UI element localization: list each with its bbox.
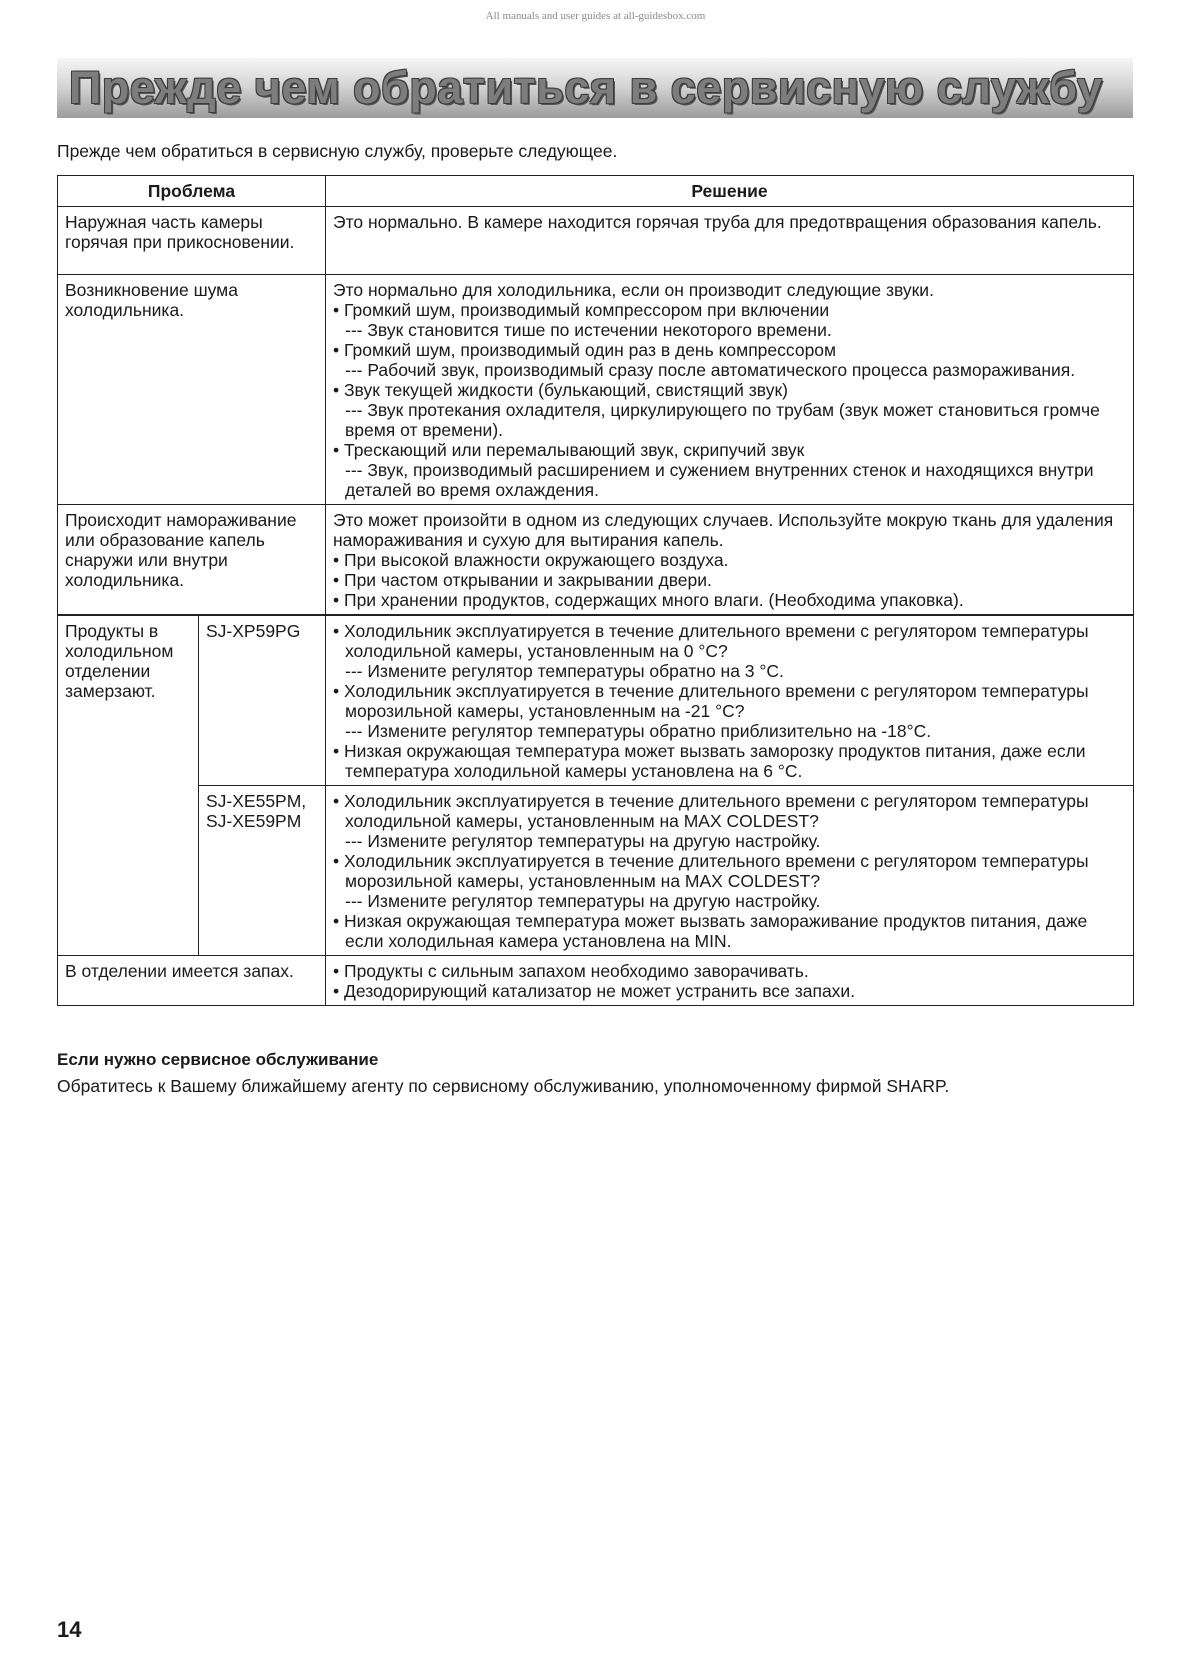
solution-bullet: • Трескающий или перемалывающий звук, скрипучий звук: [333, 440, 805, 460]
watermark: All manuals and user guides at all-guidesbox.com: [485, 10, 706, 22]
problem-cell: Возникновение шума холодильника.: [58, 275, 326, 505]
solution-bullet: • Холодильник эксплуатируется в течение длительного времени с регулятором температуры морозильной камеры, установленным на -21 °C?: [333, 681, 1089, 721]
solution-bullet: • Низкая окружающая температура может вызвать заморозку продуктов питания, даже если температура холодильной камеры установлена на 6 °C.: [333, 741, 1086, 781]
solution-bullet: • Дезодорирующий катализатор не может устранить все запахи.: [333, 981, 856, 1001]
solution-cell: [326, 615, 1134, 786]
solution-lead: Это нормально. В камере находится горячая труба для предотвращения образования капель.: [333, 212, 1102, 232]
table-row: [58, 275, 1134, 505]
service-text: Обратитесь к Вашему ближайшему агенту по сервисному обслуживанию, уполномоченному фирмой SHARP.: [57, 1076, 950, 1096]
solution-note: --- Рабочий звук, производимый сразу после автоматического процесса размораживания.: [345, 360, 1076, 380]
solution-bullet: • Холодильник эксплуатируется в течение длительного времени с регулятором температуры холодильной камеры, установленным на 0 °C?: [333, 621, 1089, 661]
solution-note: --- Звук, производимый расширением и сужением внутренних стенок и находящихся внутри деталей во время охлаждения.: [345, 460, 1094, 500]
solution-note: --- Измените регулятор температуры обратно приблизительно на -18°C.: [345, 721, 932, 741]
intro-text: Прежде чем обратиться в сервисную службу, проверьте следующее.: [57, 141, 618, 161]
solution-bullet: • Громкий шум, производимый один раз в день компрессором: [333, 340, 837, 360]
solution-bullet: • При высокой влажности окружающего воздуха.: [333, 550, 729, 570]
table-row: [58, 786, 1134, 956]
problem-cell: В отделении имеется запах.: [58, 956, 326, 1006]
solution-bullet: • При частом открывании и закрывании двери.: [333, 570, 712, 590]
table-row: [58, 615, 1134, 786]
solution-note: --- Измените регулятор температуры на другую настройку.: [345, 831, 821, 851]
service-heading: Если нужно сервисное обслуживание: [57, 1050, 379, 1069]
table-header-row: [58, 176, 1134, 207]
troubleshooting-table: [57, 175, 1134, 1006]
solution-bullet: • При хранении продуктов, содержащих много влаги. (Необходима упаковка).: [333, 590, 964, 610]
problem-cell: Продукты в холодильном отделении замерзают.: [58, 615, 199, 956]
solution-bullet: • Холодильник эксплуатируется в течение длительного времени с регулятором температуры холодильной камеры, установленным на MAX COLDEST?: [333, 791, 1089, 831]
model-cell: SJ-XP59PG: [199, 615, 326, 786]
solution-bullet: • Звук текущей жидкости (булькающий, свистящий звук): [333, 380, 788, 400]
table-row: [58, 207, 1134, 275]
solution-cell: [326, 505, 1134, 616]
solution-bullet: • Громкий шум, производимый компрессором при включении: [333, 300, 830, 320]
model-cell: SJ-XE55PM, SJ-XE59PM: [199, 786, 326, 956]
page-number: 14: [57, 1617, 82, 1642]
header-solution: Решение: [326, 176, 1134, 207]
table-row: [58, 505, 1134, 616]
solution-cell: [326, 956, 1134, 1006]
solution-bullet: • Холодильник эксплуатируется в течение длительного времени с регулятором температуры морозильной камеры, установленным на MAX COLDEST?: [333, 851, 1089, 891]
problem-cell: Происходит намораживание или образование капель снаружи или внутри холодильника.: [58, 505, 326, 616]
solution-cell: [326, 786, 1134, 956]
title-banner: [57, 58, 1133, 118]
header-problem: Проблема: [58, 176, 326, 207]
solution-lead: Это нормально для холодильника, если он производит следующие звуки.: [333, 280, 934, 300]
table-row: [58, 956, 1134, 1006]
page-title: Прежде чем обратиться в сервисную службу: [69, 62, 1103, 113]
solution-bullet: • Продукты с сильным запахом необходимо заворачивать.: [333, 961, 809, 981]
solution-note: --- Звук становится тише по истечении некоторого времени.: [345, 320, 832, 340]
solution-note: --- Измените регулятор температуры обратно на 3 °C.: [345, 661, 784, 681]
solution-note: --- Измените регулятор температуры на другую настройку.: [345, 891, 821, 911]
problem-cell: Наружная часть камеры горячая при прикосновении.: [58, 207, 326, 275]
solution-lead: Это может произойти в одном из следующих случаев. Используйте мокрую ткань для удаления намораживания и сухую для вытирания капель.: [333, 510, 1114, 550]
solution-cell: [326, 275, 1134, 505]
solution-cell: [326, 207, 1134, 275]
solution-note: --- Звук протекания охладителя, циркулирующего по трубам (звук может становиться громче время от времени).: [345, 400, 1100, 440]
solution-bullet: • Низкая окружающая температура может вызвать замораживание продуктов питания, даже если холодильная камера установлена на MIN.: [333, 911, 1088, 951]
